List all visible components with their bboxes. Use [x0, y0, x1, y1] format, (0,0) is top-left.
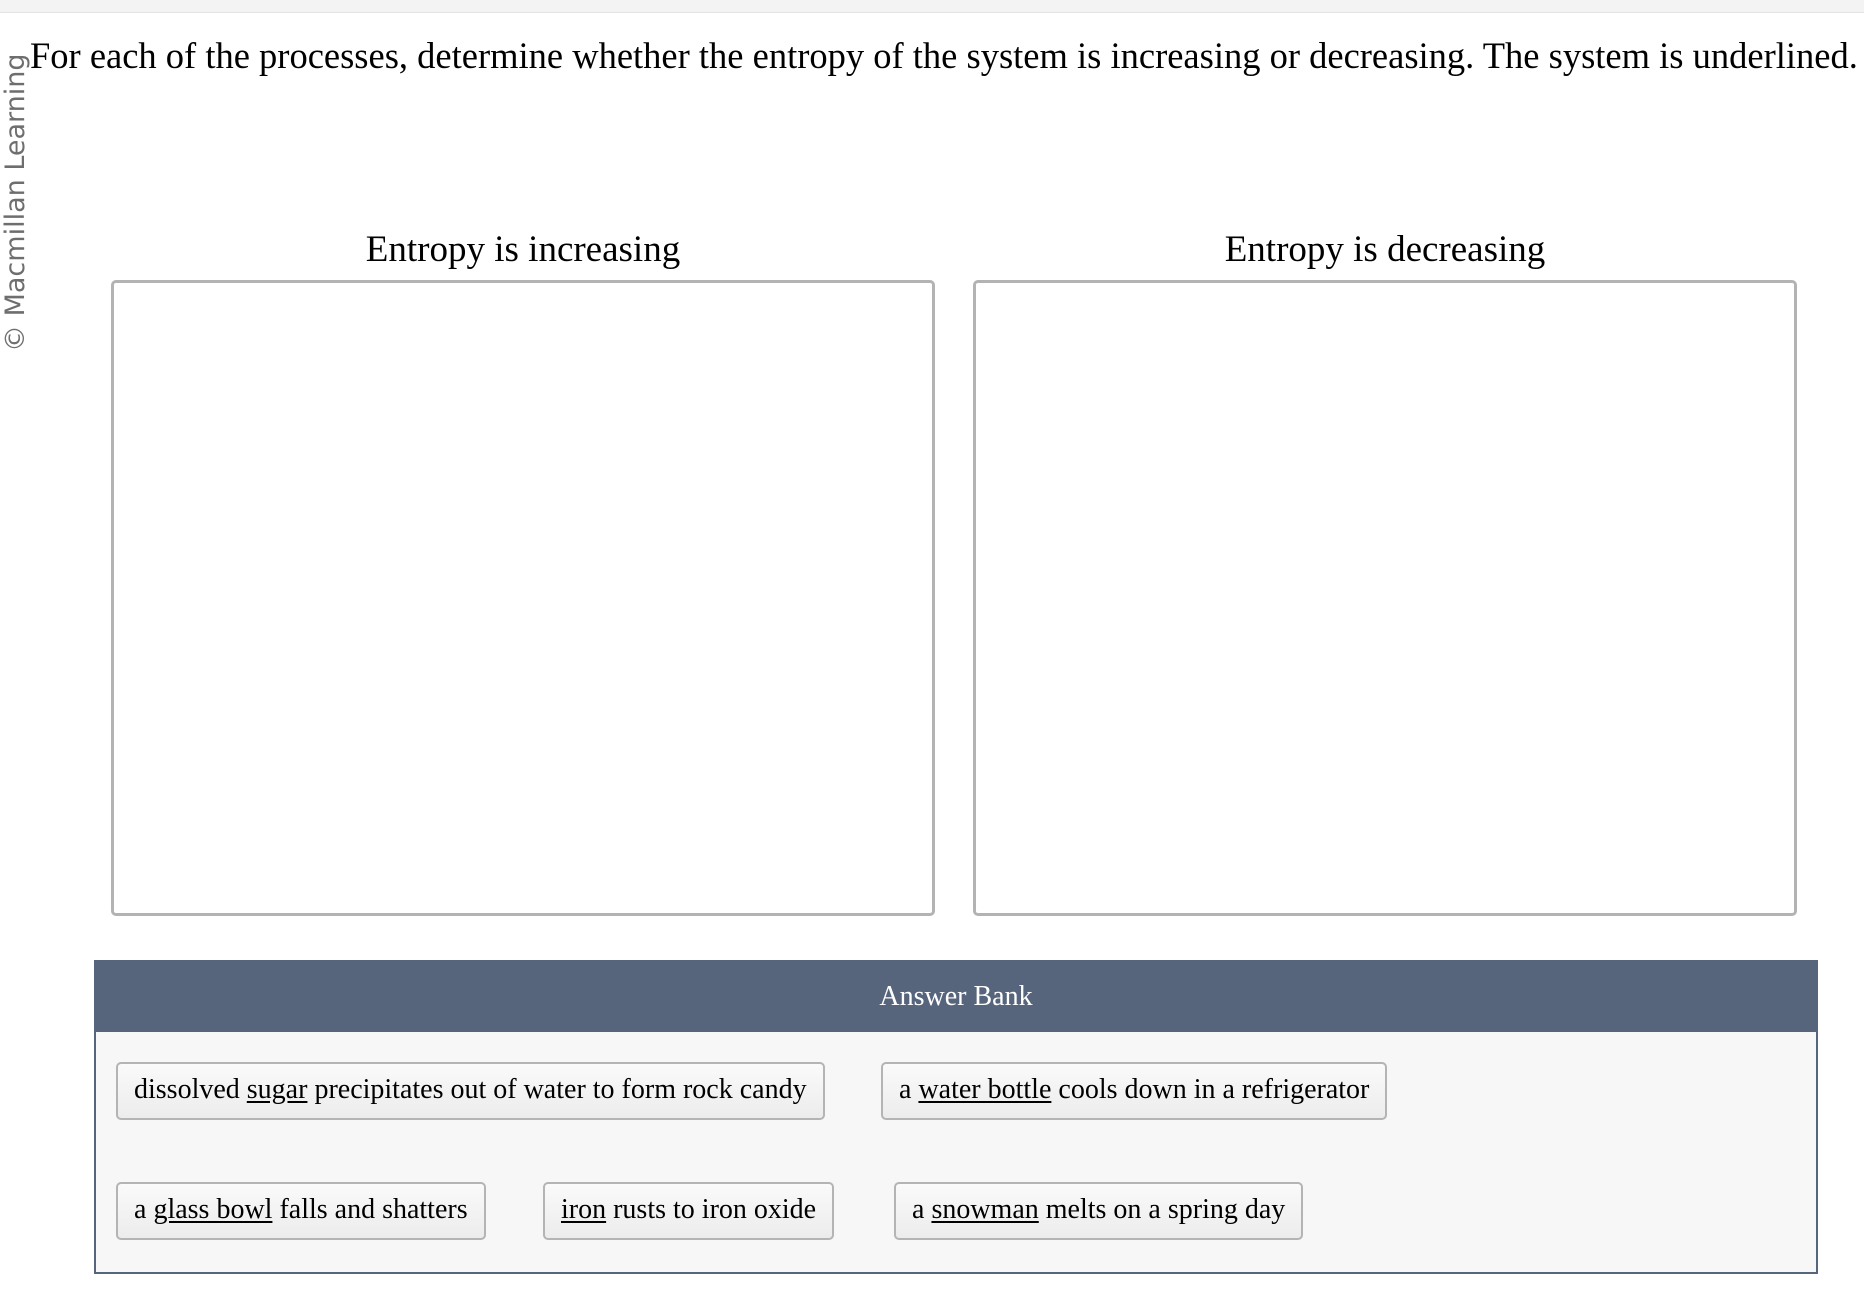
answer-bank-title: Answer Bank — [96, 962, 1816, 1032]
answer-chip-sugar[interactable] — [116, 1062, 825, 1120]
bin-title-increasing: Entropy is increasing — [365, 229, 681, 270]
answer-chip-glass-bowl[interactable] — [116, 1182, 486, 1240]
chip-system: snowman — [931, 1194, 1039, 1225]
chip-text-before: dissolved — [134, 1074, 247, 1105]
answer-chip-water-bottle[interactable] — [881, 1062, 1387, 1120]
chip-system: water bottle — [918, 1074, 1052, 1105]
drop-zone-decreasing[interactable] — [973, 280, 1797, 916]
chip-text-after: melts on a spring day — [1038, 1194, 1286, 1225]
answer-bank[interactable] — [94, 960, 1818, 1274]
answer-chip-snowman[interactable] — [894, 1182, 1303, 1240]
chip-text-after: falls and shatters — [272, 1194, 468, 1225]
chip-text-after: rusts to iron oxide — [606, 1194, 817, 1225]
answer-chip-iron[interactable] — [543, 1182, 834, 1240]
bin-title-decreasing: Entropy is decreasing — [1224, 229, 1546, 270]
chip-system: glass bowl — [153, 1194, 273, 1225]
instructions: For each of the processes, determine whether the entropy of the system is increasing or decreasing. The system is underlined. — [30, 35, 1858, 76]
copyright-watermark — [0, 52, 30, 352]
top-bar — [0, 0, 1864, 13]
chip-text-before: a — [912, 1194, 932, 1225]
chip-text-before: a — [134, 1194, 154, 1225]
chip-text-before: a — [899, 1074, 919, 1105]
drop-zone-increasing[interactable] — [111, 280, 935, 916]
chip-text-after: precipitates out of water to form rock candy — [307, 1074, 807, 1105]
chip-system: iron — [561, 1194, 607, 1225]
copyright-text: © Macmillan Learning — [0, 53, 31, 352]
chip-text-after: cools down in a refrigerator — [1051, 1074, 1370, 1105]
chip-system: sugar — [246, 1074, 308, 1105]
